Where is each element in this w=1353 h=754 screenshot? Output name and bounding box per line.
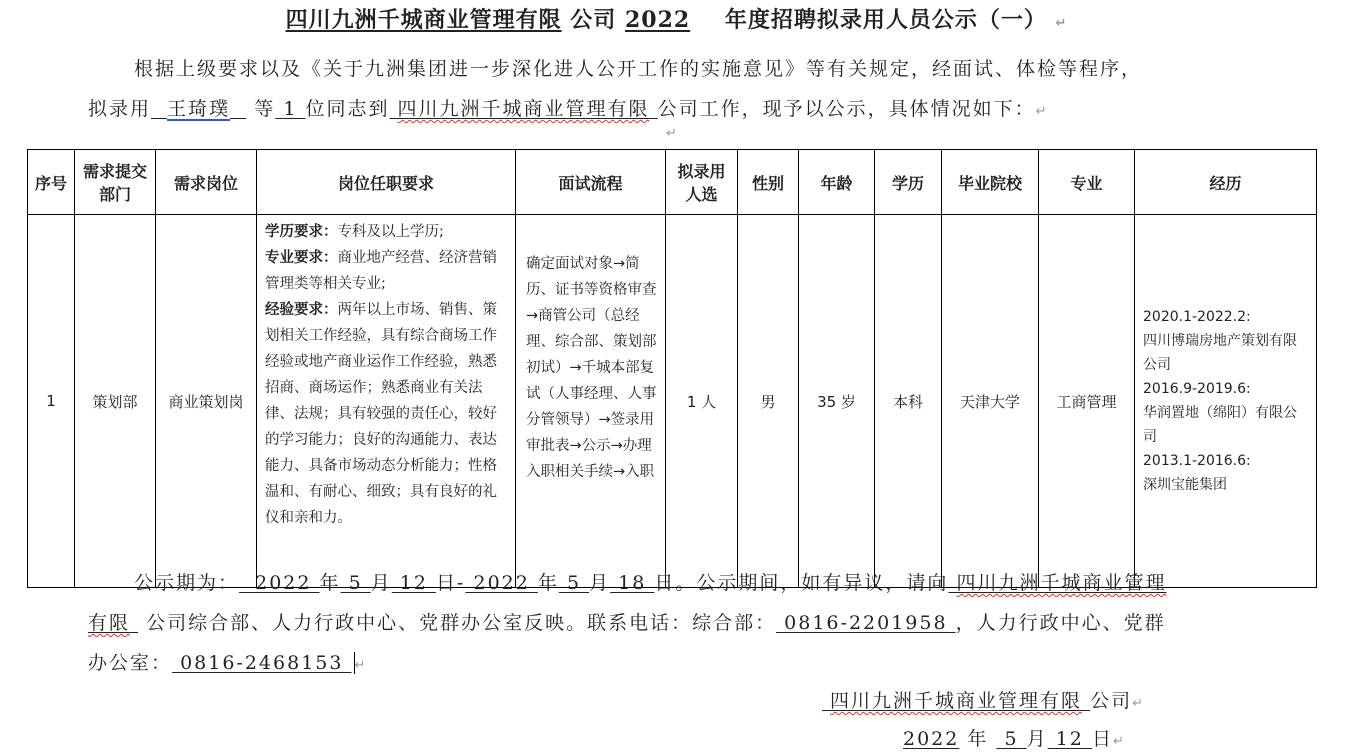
signature-company-name: 四川九洲千城商业管理有限 bbox=[830, 690, 1083, 712]
notice-line-3 bbox=[88, 648, 367, 675]
phone-general-office: 0816-2201958 bbox=[784, 612, 948, 634]
cell-process: 确定面试对象→简历、证书等资格审查→商管公司（总经理、综合部、策划部初试）→千城本部复试（人事经理、人事分管领导）→签录用审批表→公示→办理入职相关手续→入职 bbox=[516, 215, 666, 588]
signature-company-suffix: 公司 bbox=[1090, 690, 1133, 712]
table-row bbox=[28, 215, 1317, 588]
notice-month-word: 月 bbox=[589, 572, 611, 594]
notice-day-start: 12 bbox=[399, 572, 428, 594]
signature-company bbox=[822, 686, 1145, 713]
table-header-row bbox=[28, 150, 1317, 215]
signature-day: 12 bbox=[1055, 728, 1084, 750]
intro-text-2a: 拟录用 bbox=[88, 98, 152, 120]
req-education-label: 学历要求： bbox=[265, 224, 338, 240]
intro-text-2b: 等 bbox=[254, 98, 276, 120]
paragraph-mark: ↵ bbox=[1055, 16, 1068, 31]
phone-hr-office: 0816-2468153 bbox=[180, 652, 344, 674]
cell-school: 天津大学 bbox=[942, 215, 1039, 588]
paragraph-mark: ↵ bbox=[1035, 104, 1049, 119]
cell-major: 工商管理 bbox=[1039, 215, 1135, 588]
intro-text-1: 根据上级要求以及《关于九洲集团进一步深化进人公开工作的实施意见》等有关规定，经面试、体检等程序， bbox=[134, 58, 1143, 80]
notice-text-b: 日。公示期间，如有异议，请向 bbox=[654, 572, 949, 594]
notice-company-1: 四川九洲千城商业管理 bbox=[956, 572, 1167, 594]
notice-text-a: 公示期为： bbox=[134, 572, 240, 594]
notice-text-d: ，人力行政中心、党群 bbox=[955, 612, 1166, 634]
signature-day-word: 日 bbox=[1091, 728, 1113, 750]
req-experience bbox=[265, 297, 507, 531]
exp1-org: 四川博瑞房地产策划有限公司 bbox=[1143, 333, 1297, 373]
req-education-text: 专科及以上学历; bbox=[337, 224, 444, 240]
cell-dept: 策划部 bbox=[75, 215, 156, 588]
intro-company: 四川九洲千城商业管理有限 bbox=[397, 98, 650, 120]
notice-month-start: 5 bbox=[348, 572, 363, 594]
cell-experience bbox=[1135, 215, 1317, 588]
signature-month: 5 bbox=[1004, 728, 1019, 750]
cell-age: 35 岁 bbox=[799, 215, 875, 588]
cell-education: 本科 bbox=[875, 215, 942, 588]
notice-company-2: 有限 bbox=[88, 612, 131, 634]
notice-year-start: 2022 bbox=[255, 572, 312, 594]
title-rest: 年度招聘拟录用人员公示（一） bbox=[724, 7, 1047, 33]
header-post: 需求岗位 bbox=[156, 150, 257, 215]
intro-line-2 bbox=[88, 94, 1049, 121]
title-company: 四川九洲千城商业管理有限 bbox=[285, 7, 562, 33]
notice-line-1 bbox=[134, 568, 1166, 595]
paragraph-mark: ↵ bbox=[1132, 696, 1146, 711]
cell-seq: 1 bbox=[28, 215, 75, 588]
notice-text-c: 公司综合部、人力行政中心、党群办公室反映。联系电话：综合部： bbox=[146, 612, 777, 634]
exp3-org: 深圳宝能集团 bbox=[1143, 477, 1227, 493]
req-experience-text: 两年以上市场、销售、策划相关工作经验，具有综合商场工作经验或地产商业运作工作经验，熟悉招商、商场运作；熟悉商业有关法律、法规；具有较强的责任心，较好的学习能力；良好的沟通能力、表达能力、具备市场动态分析能力；性格温和、有耐心、细致；具有良好的礼仪和亲和力。 bbox=[265, 302, 497, 526]
header-requirements: 岗位任职要求 bbox=[257, 150, 516, 215]
candidate-count: 1 bbox=[283, 98, 298, 120]
recruitment-table bbox=[27, 149, 1317, 588]
paragraph-mark: ↵ bbox=[666, 126, 677, 141]
intro-line-1 bbox=[134, 54, 1142, 81]
cell-hires: 1 人 bbox=[666, 215, 738, 588]
title-year: 2022 bbox=[624, 7, 691, 33]
exp2-org: 华润置地（绵阳）有限公司 bbox=[1143, 405, 1297, 445]
intro-text-2c: 位同志到 bbox=[305, 98, 390, 120]
signature-month-word: 月 bbox=[1026, 728, 1048, 750]
cell-requirements bbox=[257, 215, 516, 588]
signature-year: 2022 bbox=[903, 728, 960, 750]
header-education: 学历 bbox=[875, 150, 942, 215]
document-title bbox=[0, 3, 1353, 34]
notice-day-end: 18 bbox=[618, 572, 647, 594]
header-hires: 拟录用人选 bbox=[666, 150, 738, 215]
exp1-period: 2020.1-2022.2: bbox=[1143, 309, 1251, 325]
notice-year-word: 年 bbox=[319, 572, 341, 594]
notice-line-2 bbox=[88, 608, 1166, 635]
candidate-name: 王琦璞 bbox=[167, 98, 231, 120]
paragraph-mark: ↵ bbox=[1112, 734, 1126, 749]
header-gender: 性别 bbox=[738, 150, 799, 215]
header-dept: 需求提交部门 bbox=[75, 150, 156, 215]
notice-year-word: 年 bbox=[537, 572, 559, 594]
header-school: 毕业院校 bbox=[942, 150, 1039, 215]
exp2-period: 2016.9-2019.6: bbox=[1143, 381, 1251, 397]
notice-text-e: 办公室： bbox=[88, 652, 173, 674]
req-major-text: 商业地产经营、经济营销管理类等相关专业; bbox=[265, 250, 497, 292]
header-seq: 序号 bbox=[28, 150, 75, 215]
req-education bbox=[265, 219, 507, 245]
header-major: 专业 bbox=[1039, 150, 1135, 215]
notice-range-dash: 日- bbox=[436, 572, 466, 594]
cell-gender: 男 bbox=[738, 215, 799, 588]
header-experience: 经历 bbox=[1135, 150, 1317, 215]
req-major bbox=[265, 245, 507, 297]
notice-month-word: 月 bbox=[370, 572, 392, 594]
req-experience-label: 经验要求： bbox=[265, 302, 338, 318]
exp3-period: 2013.1-2016.6: bbox=[1143, 453, 1251, 469]
header-process: 面试流程 bbox=[516, 150, 666, 215]
intro-text-2d: 公司工作，现予以公示，具体情况如下： bbox=[657, 98, 1036, 120]
notice-month-end: 5 bbox=[566, 572, 582, 594]
req-major-label: 专业要求： bbox=[265, 250, 338, 266]
paragraph-mark: ↵ bbox=[354, 658, 368, 673]
signature-year-word: 年 bbox=[967, 728, 989, 750]
title-mid: 公司 bbox=[570, 7, 617, 33]
signature-date bbox=[903, 724, 1126, 751]
cell-post: 商业策划岗 bbox=[156, 215, 257, 588]
notice-year-end: 2022 bbox=[473, 572, 530, 594]
header-age: 年龄 bbox=[799, 150, 875, 215]
